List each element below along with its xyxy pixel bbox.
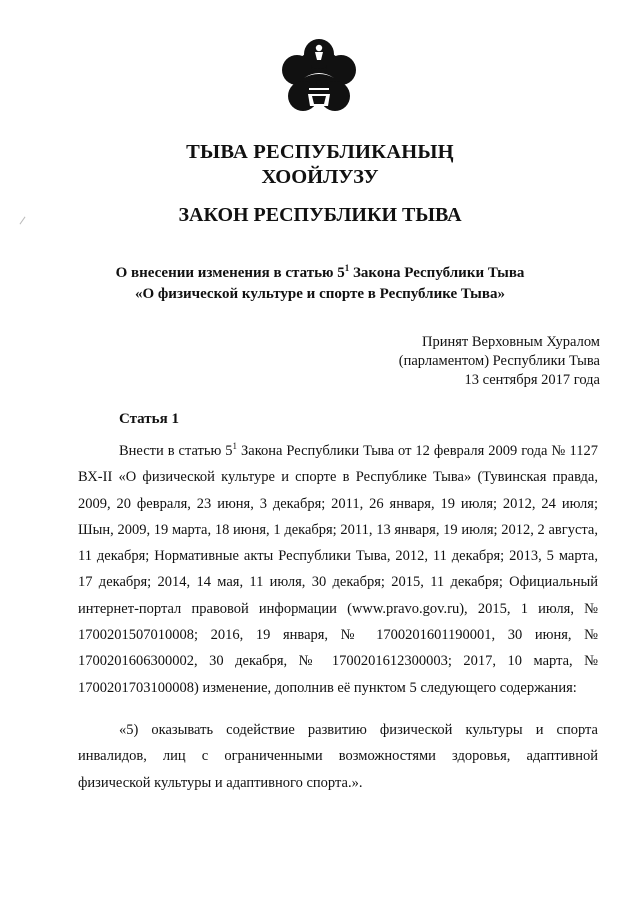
law-title: ЗАКОН РЕСПУБЛИКИ ТЫВА: [178, 204, 462, 226]
article-paragraph-1: [78, 438, 598, 701]
header-line-1: ТЫВА РЕСПУБЛИКАНЫҢ: [186, 141, 454, 163]
subject-text-a: О внесении изменения в статью 5: [115, 265, 345, 281]
paragraph-1-rest: Закона Республики Тыва от 12 февраля 2009 года № 1127 ВХ-II «О физической культуре и спорте в Республике Тыва» (Тувинская правда, 2009, 20 февраля, 23 июня, 3 декабря; 2011, 26 января, 19 июля; 2012, 24 июля; Шын, 2009, 19 марта, 18 июня, 1 декабря; 2011, 13 января, 19 июля; 2012, 2 августа, 11 декабря; Нормативные акты Республики Тыва, 2012, 11 декабря; 2013, 5 марта, 17 декабря; 2014, 14 мая, 11 июля, 30 декабря; 2015, 11 декабря; Официальный интернет-портал правовой информации (www.pravo.gov.ru), 2015, 1 июля, № 1700201507010008; 2016, 19 января, № 1700201601190001, 30 июня, № 1700201606300002, 30 декабря, № 1700201612300003; 2017, 10 марта, № 1700201703100008) изменение, дополнив её пунктом 5 следующего содержания:: [78, 443, 598, 696]
adoption-line-2: (парламентом) Республики Тыва: [398, 353, 600, 369]
tyva-emblem-icon: [279, 38, 359, 118]
article-paragraph-2: «5) оказывать содействие развитию физической культуры и спорта инвалидов, лиц с ограниченными возможностями здоровья, адаптивной физической культуры и адаптивного спорта.».: [78, 722, 598, 791]
paragraph-1-start: Внести в статью 5: [119, 443, 233, 459]
subject-line-2: «О физической культуре и спорте в Республике Тыва»: [135, 286, 505, 302]
header-line-2: ХООЙЛУЗУ: [261, 166, 379, 188]
article-title: Статья 1: [119, 411, 179, 427]
adoption-line-1: Принят Верховным Хуралом: [422, 334, 600, 350]
paragraph-1-superscript: 1: [232, 441, 238, 451]
subject-superscript: 1: [344, 263, 350, 273]
subject-text-b: Закона Республики Тыва: [349, 265, 525, 281]
subject-line-1: [0, 264, 640, 283]
adoption-date: 13 сентября 2017 года: [464, 372, 600, 388]
